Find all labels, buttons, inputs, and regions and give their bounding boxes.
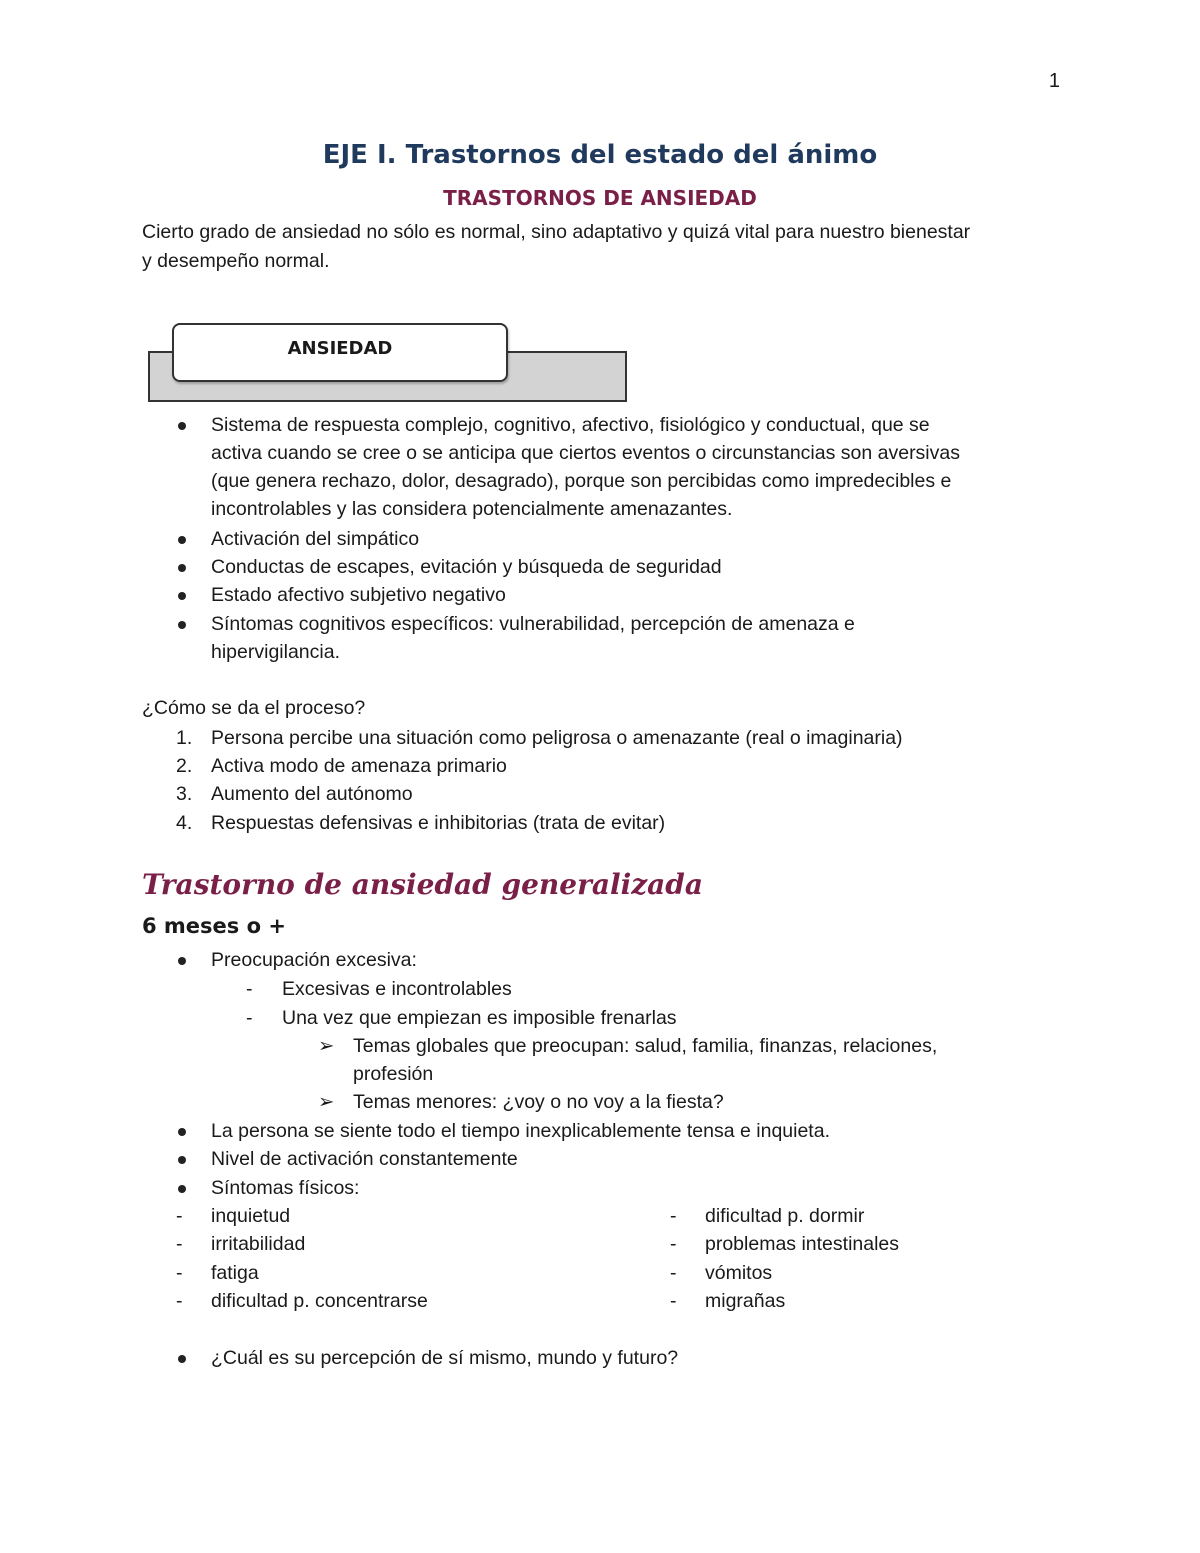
bullet-icon: [178, 1128, 186, 1136]
tag-bullet-3: Nivel de activación constantemente: [211, 1148, 518, 1170]
step-number: 2.: [176, 755, 193, 777]
bullet-1-line-3: (que genera rechazo, dolor, desagrado), porque son percibidas como impredecibles e: [211, 470, 952, 492]
page-title: EJE I. Trastornos del estado del ánimo: [322, 140, 878, 170]
bullet-3: Conductas de escapes, evitación y búsqueda de seguridad: [211, 556, 722, 578]
bullet-icon: [178, 1355, 186, 1363]
bullet-4: Estado afectivo subjetivo negativo: [211, 584, 506, 606]
step-number: 3.: [176, 783, 193, 805]
symptom-right-2: problemas intestinales: [705, 1233, 900, 1255]
tag-heading: Trastorno de ansiedad generalizada: [142, 868, 703, 901]
process-step-1: Persona percibe una situación como peligrosa o amenazante (real o imaginaria): [211, 727, 903, 749]
step-number: 1.: [176, 727, 193, 749]
dash-marker: -: [246, 1007, 253, 1029]
dash-marker: -: [670, 1205, 677, 1227]
process-question: ¿Cómo se da el proceso?: [142, 697, 366, 719]
process-step-3: Aumento del autónomo: [211, 783, 413, 805]
symptom-left-2: irritabilidad: [211, 1233, 306, 1255]
symptom-left-4: dificultad p. concentrarse: [211, 1290, 428, 1312]
process-step-4: Respuestas defensivas e inhibitorias (trata de evitar): [211, 812, 666, 834]
bullet-1-line-2: activa cuando se cree o se anticipa que ciertos eventos o circunstancias son aversivas: [211, 442, 960, 464]
bullet-icon: [178, 564, 186, 572]
dash-marker: -: [176, 1205, 183, 1227]
bullet-icon: [178, 536, 186, 544]
final-question: ¿Cuál es su percepción de sí mismo, mundo y futuro?: [211, 1347, 679, 1369]
symptom-left-1: inquietud: [211, 1205, 291, 1227]
tag-bullet-1: Preocupación excesiva:: [211, 949, 417, 971]
page-number: 1: [1048, 70, 1060, 92]
dash-marker: -: [176, 1262, 183, 1284]
tag-arrow-1-line-2: profesión: [353, 1063, 434, 1085]
intro-line-2: y desempeño normal.: [142, 250, 330, 272]
dash-marker: -: [670, 1290, 677, 1312]
symptom-right-3: vómitos: [705, 1262, 773, 1284]
tag-dash-2: Una vez que empiezan es imposible frenarlas: [282, 1007, 677, 1029]
tag-dash-1: Excesivas e incontrolables: [282, 978, 512, 1000]
ansiedad-box-label: ANSIEDAD: [287, 338, 393, 359]
bullet-1-line-1: Sistema de respuesta complejo, cognitivo, afectivo, fisiológico y conductual, que se: [211, 414, 930, 436]
symptom-right-1: dificultad p. dormir: [705, 1205, 865, 1227]
bullet-2: Activación del simpático: [211, 528, 420, 550]
bullet-icon: [178, 1185, 186, 1193]
intro-line-1: Cierto grado de ansiedad no sólo es normal, sino adaptativo y quizá vital para nuestro bienestar: [142, 221, 971, 243]
dash-marker: -: [176, 1233, 183, 1255]
bullet-5-line-1: Síntomas cognitivos específicos: vulnerabilidad, percepción de amenaza e: [211, 613, 855, 635]
dash-marker: -: [176, 1290, 183, 1312]
section-title: TRASTORNOS DE ANSIEDAD: [443, 186, 757, 210]
symptom-left-3: fatiga: [211, 1262, 259, 1284]
dash-marker: -: [246, 978, 253, 1000]
bullet-icon: [178, 1156, 186, 1164]
arrow-icon: ➢: [318, 1035, 335, 1057]
step-number: 4.: [176, 812, 193, 834]
bullet-5-line-2: hipervigilancia.: [211, 641, 340, 663]
tag-bullet-2: La persona se siente todo el tiempo inexplicablemente tensa e inquieta.: [211, 1120, 830, 1142]
bullet-icon: [178, 422, 186, 430]
bullet-icon: [178, 592, 186, 600]
process-step-2: Activa modo de amenaza primario: [211, 755, 507, 777]
tag-arrow-2: Temas menores: ¿voy o no voy a la fiesta?: [353, 1091, 724, 1113]
arrow-icon: ➢: [318, 1091, 335, 1113]
duration-heading: 6 meses o +: [142, 914, 286, 938]
tag-bullet-4: Síntomas físicos:: [211, 1177, 360, 1199]
bullet-icon: [178, 957, 186, 965]
symptom-right-4: migrañas: [705, 1290, 786, 1312]
dash-marker: -: [670, 1233, 677, 1255]
tag-arrow-1-line-1: Temas globales que preocupan: salud, familia, finanzas, relaciones,: [353, 1035, 938, 1057]
bullet-1-line-4: incontrolables y las considera potencialmente amenazantes.: [211, 498, 733, 520]
bullet-icon: [178, 621, 186, 629]
dash-marker: -: [670, 1262, 677, 1284]
